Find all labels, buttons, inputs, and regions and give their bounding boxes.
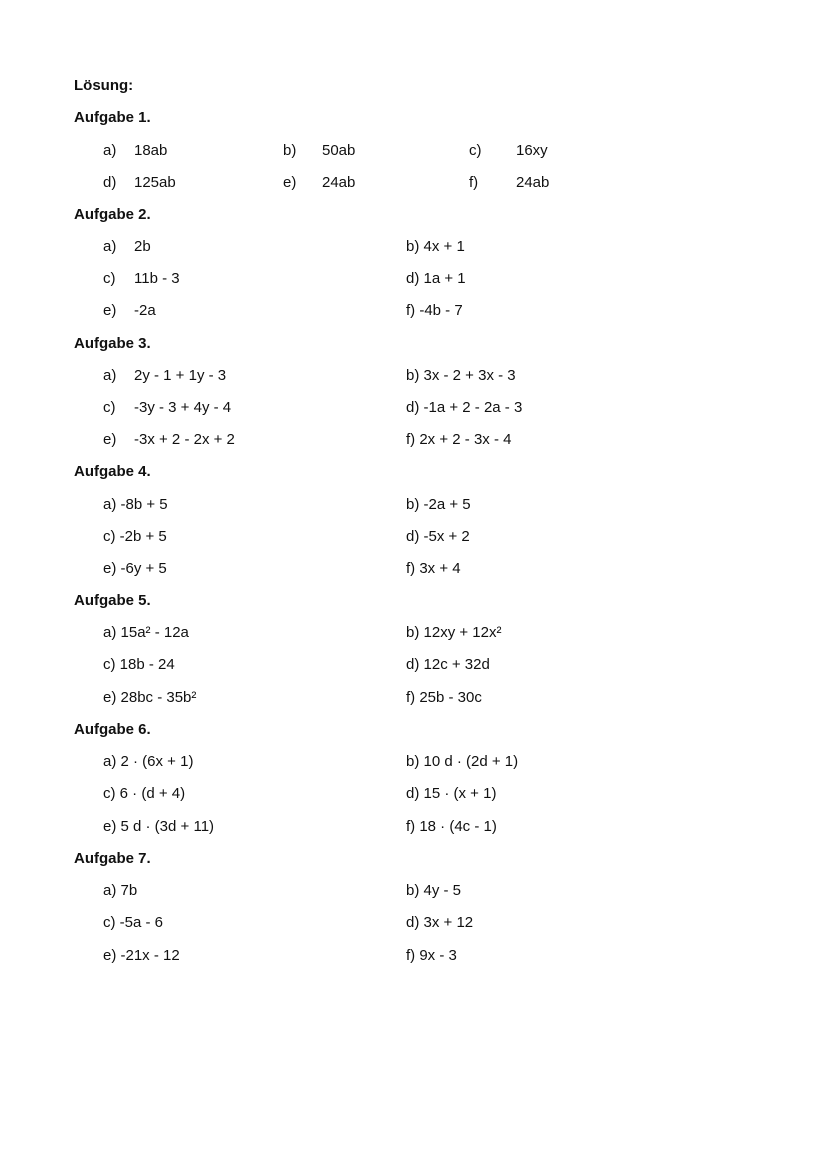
a3-c-value: -3y - 3 + 4y - 4 (134, 399, 232, 416)
aufgabe-6-heading: Aufgabe 6. (74, 721, 151, 738)
a2-e-label: e) (103, 302, 117, 319)
aufgabe-4-heading: Aufgabe 4. (74, 463, 151, 480)
a1-f-label: f) (469, 174, 479, 191)
a7-d-answer: d) 3x + 12 (406, 914, 474, 931)
aufgabe-2-heading: Aufgabe 2. (74, 206, 151, 223)
a1-f-value: 24ab (516, 174, 550, 191)
a7-a-answer: a) 7b (103, 882, 138, 899)
a3-e-value: -3x + 2 - 2x + 2 (134, 431, 235, 448)
page-title: Lösung: (74, 77, 134, 94)
a3-f-answer: f) 2x + 2 - 3x - 4 (406, 431, 512, 448)
aufgabe-5-heading: Aufgabe 5. (74, 592, 151, 609)
a3-a-value: 2y - 1 + 1y - 3 (134, 367, 227, 384)
a3-a-label: a) (103, 367, 117, 384)
a7-e-answer: e) -21x - 12 (103, 947, 180, 964)
a6-a-answer: a) 2 · (6x + 1) (103, 753, 194, 770)
a1-c-value: 16xy (516, 142, 548, 159)
a1-e-value: 24ab (322, 174, 356, 191)
a4-c-answer: c) -2b + 5 (103, 528, 167, 545)
a5-f-answer: f) 25b - 30c (406, 689, 482, 706)
a4-d-answer: d) -5x + 2 (406, 528, 470, 545)
a1-c-label: c) (469, 142, 482, 159)
a2-e-value: -2a (134, 302, 156, 319)
a5-e-answer: e) 28bc - 35b² (103, 689, 197, 706)
a6-c-answer: c) 6 · (d + 4) (103, 785, 186, 802)
a5-d-answer: d) 12c + 32d (406, 656, 490, 673)
a5-b-answer: b) 12xy + 12x² (406, 624, 502, 641)
a2-c-label: c) (103, 270, 116, 287)
a6-b-answer: b) 10 d · (2d + 1) (406, 753, 519, 770)
aufgabe-3-heading: Aufgabe 3. (74, 335, 151, 352)
a1-d-value: 125ab (134, 174, 176, 191)
a1-b-label: b) (283, 142, 297, 159)
a7-f-answer: f) 9x - 3 (406, 947, 457, 964)
a1-d-label: d) (103, 174, 117, 191)
aufgabe-7-heading: Aufgabe 7. (74, 850, 151, 867)
a3-c-label: c) (103, 399, 116, 416)
a6-f-answer: f) 18 · (4c - 1) (406, 818, 497, 835)
a3-d-answer: d) -1a + 2 - 2a - 3 (406, 399, 523, 416)
a3-e-label: e) (103, 431, 117, 448)
a1-b-value: 50ab (322, 142, 356, 159)
a2-f-answer: f) -4b - 7 (406, 302, 463, 319)
a2-d-answer: d) 1a + 1 (406, 270, 466, 287)
a4-f-answer: f) 3x + 4 (406, 560, 461, 577)
a6-d-answer: d) 15 · (x + 1) (406, 785, 497, 802)
a6-e-answer: e) 5 d · (3d + 11) (103, 818, 215, 835)
a3-b-answer: b) 3x - 2 + 3x - 3 (406, 367, 516, 384)
a7-c-answer: c) -5a - 6 (103, 914, 164, 931)
a2-a-label: a) (103, 238, 117, 255)
a5-c-answer: c) 18b - 24 (103, 656, 175, 673)
a4-a-answer: a) -8b + 5 (103, 496, 168, 513)
a1-a-label: a) (103, 142, 117, 159)
a4-b-answer: b) -2a + 5 (406, 496, 471, 513)
a2-c-value: 11b - 3 (134, 270, 180, 287)
a2-a-value: 2b (134, 238, 151, 255)
a4-e-answer: e) -6y + 5 (103, 560, 167, 577)
a7-b-answer: b) 4y - 5 (406, 882, 462, 899)
aufgabe-1-heading: Aufgabe 1. (74, 109, 151, 126)
a1-e-label: e) (283, 174, 297, 191)
a2-b-answer: b) 4x + 1 (406, 238, 465, 255)
a5-a-answer: a) 15a² - 12a (103, 624, 189, 641)
a1-a-value: 18ab (134, 142, 168, 159)
